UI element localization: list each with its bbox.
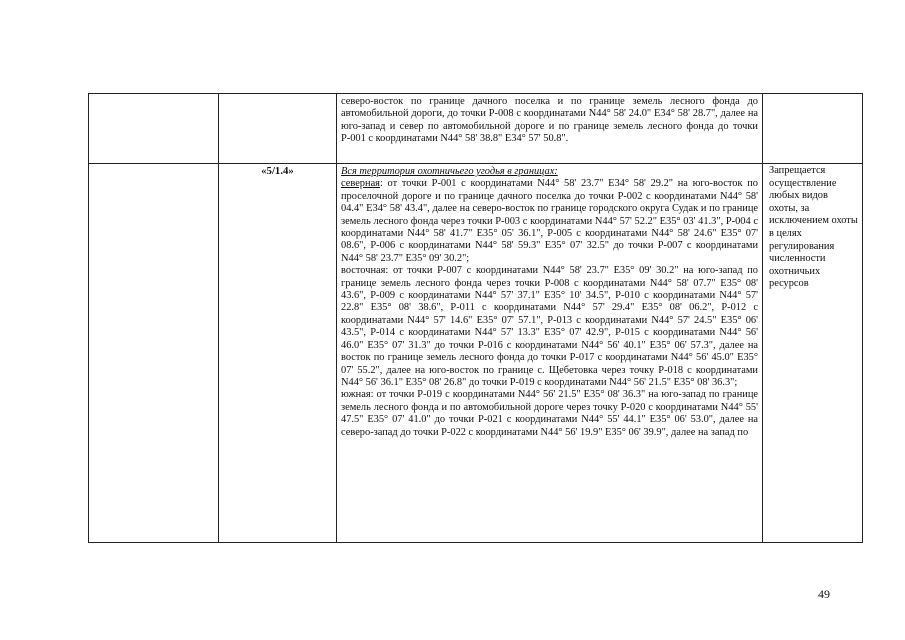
row1-boundary-description xyxy=(337,94,763,164)
north-boundary-label: северная xyxy=(341,178,380,190)
row2-zone-id-cell xyxy=(219,164,337,543)
table-row xyxy=(89,164,863,543)
zone-id: «5/1.4» xyxy=(261,165,294,177)
page-number: 49 xyxy=(818,587,830,601)
row1-description-text: северо-восток по границе дачного поселка и по границе земель лесного фонда до автомобильной дороги, до точки Р-008 с координатами N44° 58' 24.0" E34° 58' 28.7", далее на юго-запад и север по автомобильной дороге и по границе земель лесного фонда до точки Р-001 с координатами N44° 58' 38.8" E34° 57' 50.8". xyxy=(341,96,758,145)
table-row xyxy=(89,94,863,164)
hunting-grounds-table xyxy=(88,93,863,543)
row1-empty-cell-2 xyxy=(219,94,337,164)
hunting-restriction-text: Запрещается осуществление любых видов охоты, за исключением охоты в целях регулирования численности охотничьих ресурсов xyxy=(769,165,858,290)
south-boundary-text: южная: от точки Р-019 с координатами N44° 56' 21.5" E35° 08' 36.3" на юго-запад по границе земель лесного фонда и по автомобильной дороге через точку Р-020 с координатами N44° 55' 47.5" E35° 07' 41.0" до точки Р-021 с координатами N44° 55' 44.1" E35° 06' 53.0", далее на северо-запад до точки Р-022 с координатами N44° 56' 19.9" E35° 06' 39.9", далее на запад по xyxy=(341,389,758,438)
row1-restriction-cell xyxy=(763,94,863,164)
north-boundary-text: : от точки Р-001 с координатами N44° 58' 23.7" E34° 58' 29.2" на юго-восток по проселочной дороге и по границе дачного поселка до точки Р-002 с координатами N44° 58' 04.4" E34° 58' 43.4", далее на северо-восток по границе городского округа Судак и по границе земель лесного фонда через точки Р-003 с координатами N44° 57' 52.2" E35° 03' 41.3", Р-004 с координатами N44° 58' 41.7" E35° 05' 36.1", Р-005 с координатами N44° 58' 24.6" E35° 07' 08.6", Р-006 с координатами N44° 58' 59.3" E35° 07' 32.5" до точки Р-007 с координатами N44° 58' 23.7" E35° 09' 30.2"; xyxy=(341,178,758,264)
row2-boundary-description xyxy=(337,164,763,543)
east-boundary-text: восточная: от точки Р-007 с координатами N44° 58' 23.7" E35° 09' 30.2" на юго-запад по границе земель лесного фонда через точки Р-008 с координатами N44° 58' 07.7" E35° 08' 43.6", Р-009 с координатами N44° 57' 37.1" E35° 10' 34.5", Р-010 с координатами N44° 57' 22.8" E35° 08' 38.6", Р-011 с координатами N44° 57' 29.4" E35° 08' 06.2", Р-012 с координатами N44° 57' 14.6" E35° 07' 57.1", Р-013 с координатами N44° 57' 24.5" E35° 06' 43.5", Р-014 с координатами N44° 57' 13.3" E35° 07' 42.9", Р-015 с координатами N44° 56' 46.0" E35° 07' 31.3" до точки Р-016 с координатами N44° 56' 40.1" E35° 06' 57.3", далее на восток по границе земель лесного фонда до точки Р-017 с координатами N44° 56' 45.0" E35° 07' 55.2", далее на юго-восток по границе с. Щебетовка через точку Р-018 с координатами N44° 56' 36.1" E35° 08' 26.8" до точки Р-019 с координатами N44° 56' 21.5" E35° 08' 36.3"; xyxy=(341,265,758,388)
row2-restriction-cell xyxy=(763,164,863,543)
territory-heading: Вся территория охотничьего угодья в границах: xyxy=(341,166,558,177)
row1-empty-cell-1 xyxy=(89,94,219,164)
row2-empty-cell-1 xyxy=(89,164,219,543)
